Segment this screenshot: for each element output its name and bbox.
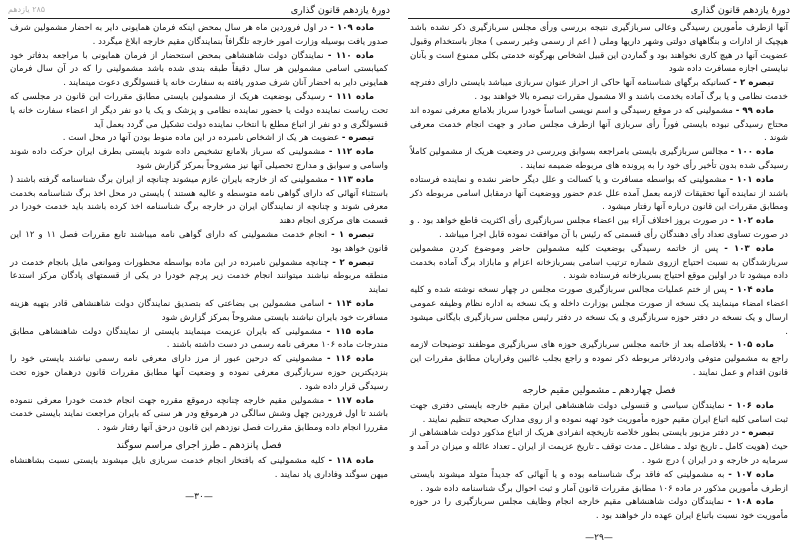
article-text: در دفتر مزبور بایستی بطور خلاصه تاریخچه انفرادی هریک از اتباع مذکور دولت شاهنشاهی از حیث (هویت کامل ـ تاریخ تولد ـ مشاغل ـ مدت توقف ـ تاریخ عزیمت از ایران ـ تعداد عائله و میزان در آمد و سرمایه در خارجه و در ایران ) درج شود . (410, 428, 788, 466)
article-paragraph (410, 400, 788, 428)
article-number: تبصره ۱ - (331, 229, 374, 240)
page-left (4, 0, 396, 553)
page-header (8, 5, 390, 19)
article-text: رسیدگی بوضعیت هریک از مشمولین بایستی مطابق مقررات این قانون در مجلسی که تحت ریاست نماینده دولت یا حضور نماینده نظامی و پزشک و یک یا دو نفر دیگر از اعضاء سفارت خانه یا قنسولگری و دو نفر از اتباع مطلع با انتخاب نماینده دولت تشکیل می گردد بعمل آید (10, 91, 388, 130)
article-text: کسانیکه برگهای شناسنامه آنها حاکی از احراز عنوان سربازی میباشد بایستی دارای دفترچه خدمت نظامی و یا برگ آماده بخدمت باشند و الا مشمول مقررات تبصره بالا خواهند بود . (410, 78, 788, 102)
article-text: چنانچه مشمولین نامبرده در این ماده بواسطه محظورات وموانعی مایل بانجام خدمت در منطقه مربوطه نباشند میتوانند انجام خدمت زیر پرچم خودرا در یکی از قسمتهای پادگان مرکز استدعا نمایند (10, 257, 388, 296)
article-text: نمایندگان دولت شاهنشاهی مقیم خارجه انجام وظایف مجلس سربازگیری را در حوزه مأموریت خود نسبت باتباع ایران عهده دار خواهند بود . (410, 497, 788, 522)
article-number: ماده ۱۰۸ - (727, 497, 774, 508)
article-paragraph (410, 427, 788, 468)
article-number: ماده ۱۰۳ - (724, 243, 774, 254)
article-paragraph (10, 326, 388, 354)
article-text: نمایندگان سیاسی و قنسولی دولت شاهنشاهی ایران مقیم خارجه بایستی دفتری جهت ثبت اسامی کلیه اتباع ایران مقیم حوزه مأموریت خود تهیه نموده و از روی مدارک صحیحه تنظیم نمایند . (410, 400, 788, 425)
article-paragraph (410, 284, 788, 339)
article-number: تبصره ۲ - (733, 78, 774, 89)
article-paragraph (410, 174, 788, 215)
article-paragraph (10, 146, 388, 174)
article-number: ماده ۱۰۹ - (330, 23, 375, 33)
article-paragraph (410, 22, 788, 77)
article-paragraph (10, 395, 388, 436)
article-number: ماده ۱۰۱ - (729, 174, 774, 185)
faded-stamp: ۲۸۵ یازدهم (8, 5, 46, 14)
article-number: ماده ۱۱۸ - (328, 455, 375, 466)
article-number: ماده ۹۹ - (735, 105, 775, 116)
article-paragraph (410, 77, 788, 105)
article-text: مشمولینی که بایران عزیمت مینمایند بایستی از نمایندگان دولت شاهنشاهی مطابق مندرجات ماده ۱۰۶ معرفی نامه رسمی در دست داشته باشند . (10, 326, 388, 351)
article-number: ماده ۱۱۳ - (330, 174, 375, 185)
page-number: —۳۰— (185, 491, 213, 502)
chapter-heading: فصل چهاردهم ـ مشمولین مقیم خارجه (522, 384, 676, 396)
article-paragraph (410, 339, 788, 380)
article-text: در اول فروردین ماه هر سال بمحض اینکه فرمان همایونی دایر به احضار مشمولین شرف صدور یافت بوسیله وزارت امور خارجه تلگرافاً بنمایندگان مقیم خارجه ابلاغ میگردد . (10, 23, 388, 47)
article-number: تبصره ۲ - (332, 257, 375, 268)
article-text: به مشمولینی که فاقد برگ شناسنامه بوده و یا آنهائی که جدیداً متولد میشوند بایستی ازطرف مأمورین مذکور در ماده ۱۰۶ مطابق مقررات قانون آمار و ثبت احوال برگ شناسنامه داده شود . (410, 469, 788, 494)
article-paragraph (410, 496, 788, 524)
chapter-heading: فصل پانزدهم ـ طرز اجرای مراسم سوگند (116, 439, 282, 451)
article-number: ماده ۱۱۷ - (328, 395, 374, 406)
article-paragraph (10, 353, 388, 394)
page-number: —۲۹— (585, 532, 613, 543)
article-number: تبصره - (741, 428, 775, 439)
running-title: دورهٔ یازدهم قانون گذاری (690, 5, 790, 16)
page-right (404, 0, 796, 553)
article-paragraph (410, 105, 788, 146)
article-text: نمایندگان دولت شاهنشاهی بمحض استحضار از فرمان همایونی با مراجعه بدفاتر خود کمیابستی اسامی مشمولین هر سال دقیقاً طبقه بندی شده باشد مشمولینی را که در آن سال فرمان همایونی دایر به احضار آنان شرف صدور یافته به سفارت خانه یا قنسولگری دعوت مینمایند . (10, 50, 388, 89)
article-text: آنها ازطرف مأمورین رسیدگی وعالی سربازگیری نتیجه بررسی ورأی مجلس سربازگیری ذکر نشده باشد هیچیک از ادارات و بنگاههای دولتی وشهر داریها وملی ( اعم از رسمی وغیر رسمی ) مجاز باستخدام وقبول عضویت آنها در هیچ کاری نخواهند بود و گماردن این قبیل اشخاص بهرگونه خدمتی بکلی ممنوع است و بآنان نبایستی اجازه مسافرت داده شود (410, 23, 788, 75)
page-body (8, 22, 390, 483)
article-paragraph (410, 469, 788, 497)
article-paragraph (10, 91, 388, 132)
article-text: عضویت هر یک از اشخاص نامبرده در این ماده منوط بودن آنها در محل است . (62, 133, 340, 144)
article-paragraph (10, 22, 388, 50)
article-number: ماده ۱۱۴ - (328, 298, 374, 309)
article-number: ماده ۱۰۷ - (728, 469, 775, 480)
article-number: ماده ۱۱۱ - (328, 91, 375, 102)
article-text: انجام خدمت مشمولینی که دارای گواهی نامه میباشند تابع مقررات فصل ۱۱ و ۱۲ این قانون خواهد بود (10, 229, 388, 254)
article-number: ماده ۱۰۴ - (729, 285, 774, 296)
page-header (408, 5, 790, 19)
article-number: ماده ۱۱۰ - (327, 50, 374, 61)
article-text: بلافاصله بعد از خاتمه مجلس سربازگیری حوزه های سربازگیری موظفند توضیحات لازمه راجع به مشمولین متوفی وادردفاتر مربوطه ذکر نموده و راجع بجلب غائبین وفراریان مطابق مقررات این قانون اقدام و عمل نمایند . (410, 340, 788, 378)
page-body (408, 22, 790, 524)
article-text: کلیه مشمولینی که بافتخار انجام خدمت سربازی نایل میشوند بایستی نسبت بشاهنشاه میهن سوگند وفاداری یاد نمایند . (10, 455, 388, 480)
article-text: مشمولینی که بواسطه مسافرت و یا کسالت و علل دیگر حاضر نشده و نماینده فرستاده باشند از نماینده آنها تحقیقات لازمه بعمل آمده علل عدم حضور ووضعیت آنها درمقابل اسامی مربوطه ذکر ومطابق مقررات این قانون درباره آنها رفتار میشود . (410, 174, 788, 213)
article-text: در صورت بروز اختلاف آراء بین اعضاء مجلس سربازگیری رأی اکثریت قاطع خواهد بود . و در صورت تساوی تعداد رأی دهندگان رأی قسمتی که رئیس با آن موافقت نموده قابل اجرا میباشد . (410, 216, 788, 240)
article-number: ماده ۱۱۵ - (326, 326, 374, 337)
article-text: مشمولین مقیم خارجه چنانچه درموقع مقرره جهت انجام خدمت خودرا معرفی ننموده باشند تا اول فروردین چهل وشش سالگی در هرموقع ودر هر سنی که بایران مراجعت نمایند بایستی خدمت مقرررا انجام داده ومطابق مقررات فصل نوزدهم این قانون درحق آنها رفتار شود . (10, 395, 388, 434)
article-text: اسامی مشمولین بی بضاعتی که بتصدیق نمایندگان دولت شاهنشاهی قادر بتهیه هزینه مسافرت خود بایران نباشند بایستی مشروحاً بمرکز گزارش شود (10, 298, 388, 323)
article-text: پس از خاتمه رسیدگی بوضعیت کلیه مشمولین حاضر وموضوع کردن مشمولین سربازشدگان به نسبت احتیاج ازروی شماره ترتیب اسامی بسربازخانه اعزام و مابازاد برگ آماده بخدمت داده میشود تا در اولین موقع احتیاج بسربازخانه فرستاده شوند . (410, 243, 788, 282)
article-text: مشمولینی که سرباز بلامانع تشخیص داده شوند بایستی بطرف ایران حرکت داده شوند واسامی و سوابق و مدارج تحصیلی آنها نیز مشروحاً بمرکز گزارش شود (10, 147, 388, 171)
article-text: پس از ختم عملیات مجالس سربازگیری صورت مجلس در چهار نسخه نوشته شده و کلیه اعضاء امضاء مینمایند یک نسخه از صورت مجلس بوزارت داخله و یک نسخه به اداره نظام وظیفه عمومی ارسال و یک نسخه در دفتر حوزه سربازگیری و یک نسخه در دفتر رئیس مجلس سربازگیری بایگانی میشود . (410, 285, 788, 337)
article-text: مشمولینی که درحین عبور از مرز دارای معرفی نامه رسمی نباشند بایستی خود را بنزدیکترین حوزه سربازگیری معرفی نموده و وضعیت آنها مطابق مقررات قانون درهمان حوزه تحت رسیدگی قرار داده شود . (10, 354, 388, 392)
article-paragraph (410, 146, 788, 174)
article-paragraph (10, 132, 388, 146)
article-paragraph (10, 50, 388, 91)
article-paragraph (410, 215, 788, 243)
article-number: ماده ۱۰۶ - (728, 400, 775, 411)
article-text: مشمولینی که از خارجه بایران عازم میشوند چنانچه از ایران برگ شناسنامه گرفته باشند ( باستثناء آنهائی که دارای گواهی نامه متوسطه و عالیه هستند ) بایستی در محل اخذ برگ شناسنامه بخدمت معرفی شوند و چنانچه از نمایندگان ایران در خارجه برگ شناسنامه اخذ کرده باشند باید خدمت خودرا در قسمت های مرکزی انجام دهند (10, 174, 388, 227)
article-number: ماده ۱۰۰ - (730, 147, 774, 158)
article-paragraph (410, 243, 788, 284)
article-paragraph (10, 298, 388, 326)
article-number: ماده ۱۰۲ - (730, 216, 774, 227)
article-number: تبصره - (341, 133, 374, 144)
article-paragraph (10, 257, 388, 298)
article-paragraph (10, 229, 388, 257)
article-paragraph (10, 174, 388, 229)
running-title: دورهٔ یازدهم قانون گذاری (290, 5, 390, 16)
article-number: ماده ۱۱۲ - (328, 147, 374, 158)
article-text: مشمولینی که در موقع رسیدگی و اسم نویسی اساساً خودرا سرباز بلامانع معرفی نموده اند محتاج رسیدگی نبوده بایستی فوراً رأی سربازی آنها ازطرف مجلس صادر و جهت انجام خدمت معرفی شوند . (410, 105, 788, 144)
article-number: ماده ۱۱۶ - (326, 354, 374, 365)
article-paragraph (10, 455, 388, 483)
article-number: ماده ۱۰۵ - (729, 340, 774, 351)
article-text: مجالس سربازگیری بایستی بامراجعه بسوابق وبررسی در وضعیت هریک از مشمولین کاملاً رسیدگی شده بدون تأخیر رأی خود را به پرونده های مربوطه ضمیمه نمایند . (410, 147, 788, 171)
